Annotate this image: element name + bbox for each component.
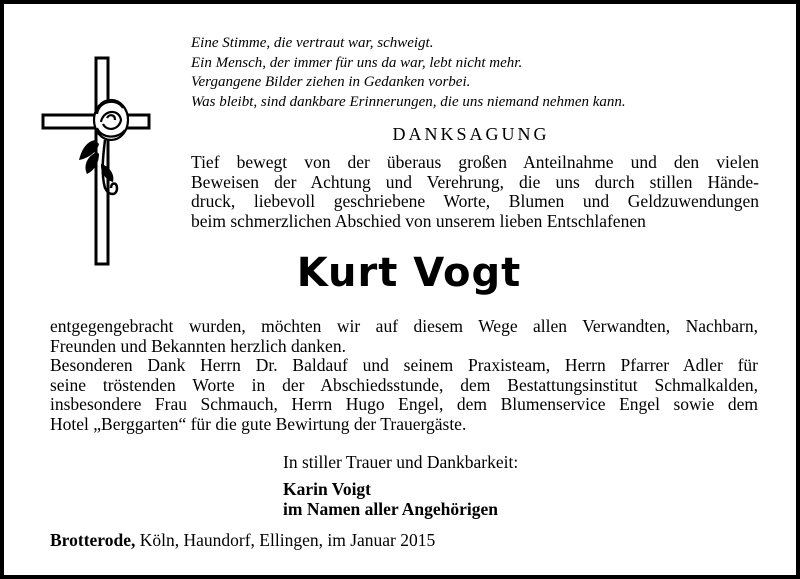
memorial-poem — [191, 34, 626, 112]
footer-place: Brotterode, — [50, 530, 136, 550]
cross-with-rose-icon — [39, 56, 159, 276]
intro-line: Tief bewegt von der überaus großen Anteilnahme und den vielen — [191, 152, 759, 172]
intro-line: druck, liebevoll geschriebene Worte, Blumen und Geldzuwendungen — [191, 191, 759, 211]
body-line: Freunden und Bekannten herzlich danken. — [50, 335, 346, 356]
footer-rest: Köln, Haundorf, Ellingen, im Januar 2015 — [135, 530, 436, 550]
intro-line: beim schmerzlichen Abschied von unserem lieben Entschlafenen — [191, 210, 646, 231]
poem-line: Ein Mensch, der immer für uns da war, lebt nicht mehr. — [191, 54, 523, 71]
body-line: Hotel „Berggarten“ für die gute Bewirtung der Trauergäste. — [50, 413, 467, 434]
closing-line: In stiller Trauer und Dankbarkeit: — [283, 452, 519, 472]
body-line: entgegengebracht wurden, möchten wir auf diesem Wege allen Verwandten, Nachbarn, — [50, 316, 758, 336]
poem-line: Was bleibt, sind dankbare Erinnerungen, die uns niemand nehmen kann. — [191, 93, 626, 110]
heading-danksagung: DANKSAGUNG — [392, 124, 550, 144]
poem-line: Vergangene Bilder ziehen in Gedanken vorbei. — [191, 74, 471, 90]
signer-name: Karin Voigt — [283, 479, 372, 499]
body-line: seine tröstenden Worte in der Abschiedsstunde, dem Bestattungsinstitut Schmalkalden, — [50, 374, 758, 395]
intro-paragraph — [191, 153, 759, 231]
poem-line: Eine Stimme, die vertraut war, schweigt. — [191, 35, 434, 51]
body-line: insbesondere Frau Schmauch, Herrn Hugo Engel, dem Blumenservice Engel sowie dem — [50, 394, 758, 414]
thanks-paragraph — [50, 317, 758, 434]
place-date-line — [50, 530, 435, 551]
intro-line: Beweisen der Achtung und Verehrung, die uns durch stillen Hände- — [191, 171, 759, 192]
deceased-name: Kurt Vogt — [296, 250, 522, 296]
body-line: Besonderen Dank Herrn Dr. Baldauf und seinem Praxisteam, Herrn Pfarrer Adler für — [50, 355, 758, 375]
signer-relation: im Namen aller Angehörigen — [283, 499, 499, 519]
signer-block — [283, 479, 498, 519]
